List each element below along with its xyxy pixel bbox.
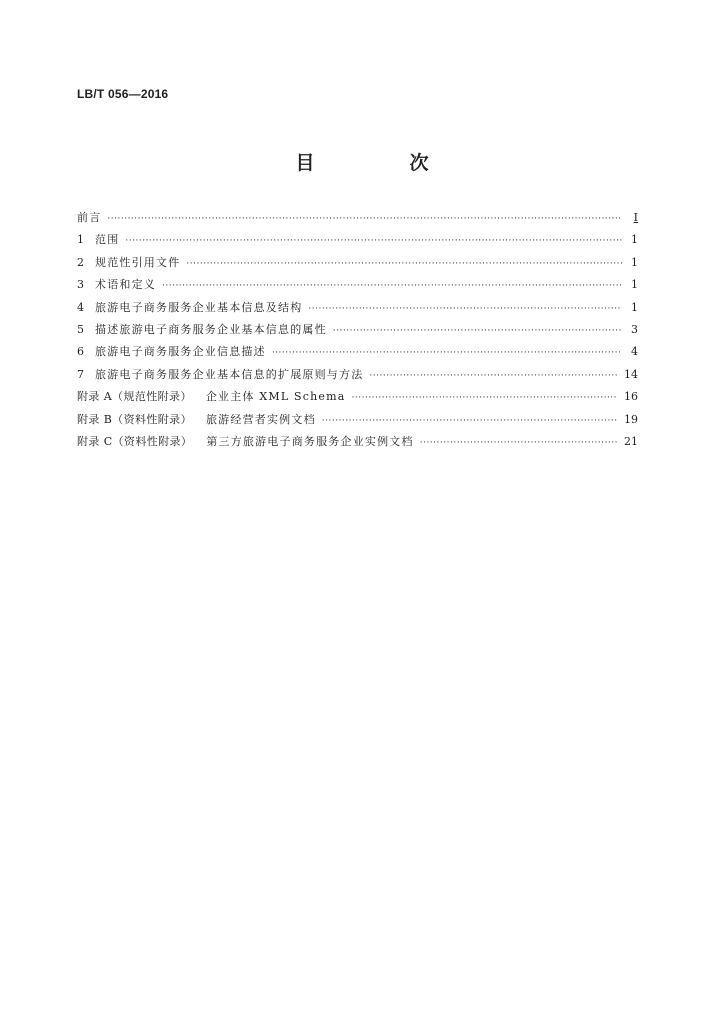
toc-annex-tag: 附录 C（资料性附录） — [77, 434, 193, 448]
toc-entry-page: 16 — [624, 390, 638, 404]
toc-entry-page: 21 — [624, 434, 638, 448]
toc-entry-5[interactable] — [77, 319, 638, 341]
toc-entry-page: 14 — [624, 367, 638, 381]
toc-entry-label: 第三方旅游电子商务服务企业实例文档 — [206, 434, 414, 448]
toc-entry-page: 1 — [631, 255, 638, 269]
toc-entry-number: 4 — [77, 300, 84, 314]
toc-leader-dots — [420, 432, 618, 454]
toc-leader-dots — [162, 275, 622, 297]
toc-entry-page: 1 — [631, 300, 638, 314]
toc-leader-dots — [125, 230, 622, 252]
toc-entry-6[interactable] — [77, 341, 638, 363]
toc-entry-number: 7 — [77, 367, 84, 381]
toc-entry-page: 4 — [631, 345, 638, 359]
toc-leader-dots — [308, 298, 622, 320]
toc-entry-label: 旅游经营者实例文档 — [205, 412, 316, 426]
toc-entry-4[interactable] — [77, 297, 638, 319]
toc-entry-number: 2 — [77, 255, 84, 269]
toc-entry-3[interactable] — [77, 274, 638, 296]
toc-entry-page: 19 — [624, 412, 638, 426]
toc-entry-page: 3 — [631, 322, 638, 336]
toc-leader-dots — [369, 365, 618, 387]
toc-entry-number: 1 — [77, 233, 84, 247]
toc-entry-number: 6 — [77, 345, 84, 359]
toc-entry-label: 描述旅游电子商务服务企业基本信息的属性 — [95, 322, 327, 336]
table-of-contents — [77, 207, 638, 453]
toc-annex-tag: 附录 B（资料性附录） — [77, 412, 192, 426]
toc-entry-7[interactable] — [77, 364, 638, 386]
toc-entry-page: I — [633, 211, 638, 224]
toc-entry-label: 企业主体 XML Schema — [205, 390, 346, 404]
toc-entry-page: 1 — [631, 278, 638, 292]
toc-leader-dots — [352, 387, 618, 409]
toc-entry-number: 3 — [77, 278, 84, 292]
toc-leader-dots — [107, 208, 622, 230]
toc-entry-label: 规范性引用文件 — [95, 255, 181, 269]
standard-code: LB/T 056—2016 — [77, 87, 169, 101]
toc-title: 目 次 — [295, 152, 467, 174]
toc-entry-page: 1 — [631, 233, 638, 247]
toc-entry-annex-c[interactable] — [77, 431, 638, 453]
toc-entry-label: 旅游电子商务服务企业信息描述 — [95, 345, 266, 359]
toc-entry-label: 前言 — [77, 211, 102, 224]
toc-leader-dots — [322, 410, 618, 432]
toc-entry-1[interactable] — [77, 229, 638, 251]
toc-entry-foreword[interactable] — [77, 207, 638, 229]
toc-annex-tag: 附录 A（规范性附录） — [77, 390, 192, 404]
toc-entry-label: 术语和定义 — [95, 278, 156, 292]
toc-entry-annex-b[interactable] — [77, 409, 638, 431]
toc-entry-label: 范围 — [95, 233, 120, 247]
toc-leader-dots — [333, 320, 622, 342]
toc-entry-label: 旅游电子商务服务企业基本信息及结构 — [95, 300, 303, 314]
toc-entry-annex-a[interactable] — [77, 386, 638, 408]
toc-leader-dots — [272, 342, 622, 364]
toc-leader-dots — [186, 253, 622, 275]
toc-entry-label: 旅游电子商务服务企业基本信息的扩展原则与方法 — [95, 367, 364, 381]
toc-entry-number: 5 — [77, 322, 84, 336]
toc-entry-2[interactable] — [77, 252, 638, 274]
